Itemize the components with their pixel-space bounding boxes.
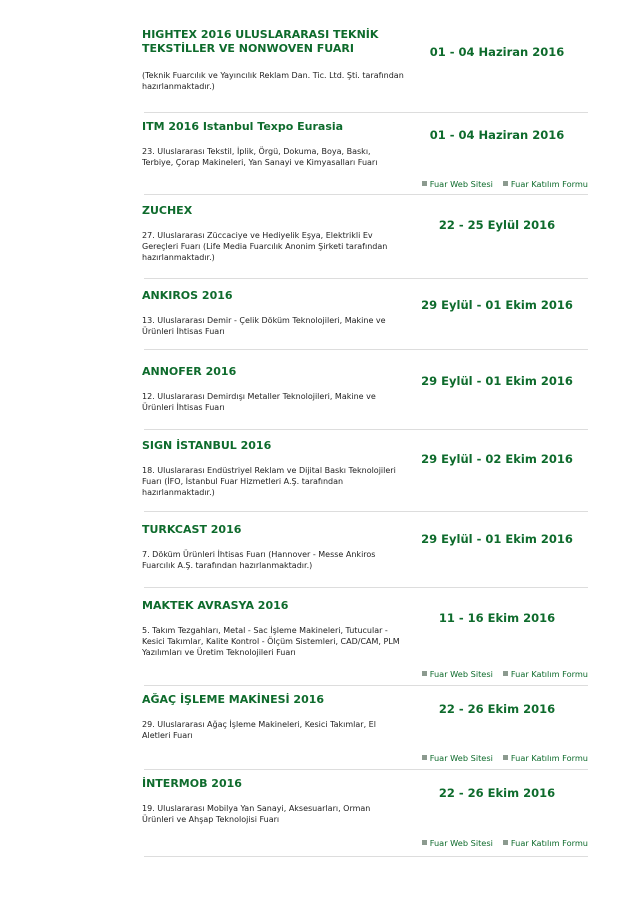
row-divider	[144, 194, 588, 195]
fair-registration-form-label: Fuar Katılım Formu	[510, 753, 588, 763]
event-description: 5. Takım Tezgahları, Metal - Sac İşleme Makineleri, Tutucular - Kesici Takımlar, Kalite Kontrol - Ölçüm Sistemleri, CAD/CAM, PLM Yazılımları ve Üretim Teknolojileri Fuarı	[142, 626, 400, 657]
row-divider	[144, 349, 588, 350]
event-description: 27. Uluslararası Züccaciye ve Hediyelik Eşya, Elektrikli Ev Gereçleri Fuarı (Life Media Fuarcılık Anonim Şirketi tarafından hazırlanmaktadır.)	[142, 231, 388, 262]
event-description: 12. Uluslararası Demirdışı Metaller Teknolojileri, Makine ve Ürünleri İhtisas Fuarı	[142, 392, 376, 412]
fair-website-link[interactable]	[422, 838, 493, 848]
event-date: 11 - 16 Ekim 2016	[438, 611, 556, 625]
event-title: AĞAÇ İŞLEME MAKİNESİ 2016	[142, 693, 325, 706]
fair-website-label: Fuar Web Sitesi	[429, 179, 493, 189]
fair-registration-form-label: Fuar Katılım Formu	[510, 669, 588, 679]
row-divider	[144, 112, 588, 113]
event-description: 29. Uluslararası Ağaç İşleme Makineleri, Kesici Takımlar, El Aletleri Fuarı	[142, 720, 376, 740]
square-bullet-icon	[422, 181, 427, 186]
row-divider	[144, 587, 588, 588]
fair-website-label: Fuar Web Sitesi	[429, 838, 493, 848]
event-title: ITM 2016 Istanbul Texpo Eurasia	[142, 120, 344, 133]
fair-registration-form-label: Fuar Katılım Formu	[510, 179, 588, 189]
square-bullet-icon	[422, 840, 427, 845]
event-title: MAKTEK AVRASYA 2016	[142, 599, 289, 612]
event-description: 19. Uluslararası Mobilya Yan Sanayi, Aksesuarları, Orman Ürünleri ve Ahşap Teknolojisi Fuarı	[142, 804, 371, 824]
row-divider	[144, 769, 588, 770]
square-bullet-icon	[503, 755, 508, 760]
event-title: TURKCAST 2016	[142, 523, 242, 536]
event-title: ZUCHEX	[142, 204, 193, 217]
event-links	[412, 179, 588, 190]
row-divider	[144, 429, 588, 430]
event-links	[412, 753, 588, 764]
event-date: 22 - 26 Ekim 2016	[438, 786, 556, 800]
square-bullet-icon	[503, 671, 508, 676]
fair-website-label: Fuar Web Sitesi	[429, 753, 493, 763]
row-divider	[144, 685, 588, 686]
square-bullet-icon	[422, 755, 427, 760]
event-description: 7. Döküm Ürünleri İhtisas Fuarı (Hannover - Messe Ankiros Fuarcılık A.Ş. tarafından hazırlanmaktadır.)	[142, 550, 376, 570]
square-bullet-icon	[503, 840, 508, 845]
event-title: HIGHTEX 2016 ULUSLARARASI TEKNİK TEKSTİLLER VE NONWOVEN FUARI	[142, 28, 379, 55]
event-description: 18. Uluslararası Endüstriyel Reklam ve Dijital Baskı Teknolojileri Fuarı (İFO, İstanbul Fuar Hizmetleri A.Ş. tarafından hazırlanmaktadır.)	[142, 466, 396, 497]
fair-registration-form-link[interactable]	[503, 838, 588, 848]
row-divider	[144, 511, 588, 512]
event-description: 23. Uluslararası Tekstil, İplik, Örgü, Dokuma, Boya, Baskı, Terbiye, Çorap Makineleri, Yan Sanayi ve Kimyasalları Fuarı	[142, 147, 378, 167]
event-title: İNTERMOB 2016	[142, 777, 242, 790]
event-description: (Teknik Fuarcılık ve Yayıncılık Reklam Dan. Tic. Ltd. Şti. tarafından hazırlanmaktadır.)	[142, 71, 404, 91]
event-links	[412, 838, 588, 849]
fair-website-link[interactable]	[422, 669, 493, 679]
event-date: 22 - 25 Eylül 2016	[438, 218, 556, 232]
event-date: 01 - 04 Haziran 2016	[429, 45, 565, 59]
event-date: 22 - 26 Ekim 2016	[438, 702, 556, 716]
event-date: 01 - 04 Haziran 2016	[429, 128, 565, 142]
row-divider	[144, 856, 588, 857]
event-title: ANNOFER 2016	[142, 365, 237, 378]
fair-website-link[interactable]	[422, 179, 493, 189]
square-bullet-icon	[422, 671, 427, 676]
event-description: 13. Uluslararası Demir - Çelik Döküm Teknolojileri, Makine ve Ürünleri İhtisas Fuarı	[142, 316, 386, 336]
event-title: ANKIROS 2016	[142, 289, 233, 302]
row-divider	[144, 278, 588, 279]
fair-registration-form-link[interactable]	[503, 669, 588, 679]
event-title: SIGN İSTANBUL 2016	[142, 439, 272, 452]
event-date: 29 Eylül - 01 Ekim 2016	[421, 374, 573, 388]
fair-registration-form-link[interactable]	[503, 753, 588, 763]
event-date: 29 Eylül - 01 Ekim 2016	[421, 298, 573, 312]
fair-registration-form-link[interactable]	[503, 179, 588, 189]
event-links	[412, 669, 588, 680]
event-date: 29 Eylül - 01 Ekim 2016	[421, 532, 573, 546]
square-bullet-icon	[503, 181, 508, 186]
event-date: 29 Eylül - 02 Ekim 2016	[421, 452, 573, 466]
fair-registration-form-label: Fuar Katılım Formu	[510, 838, 588, 848]
fair-website-link[interactable]	[422, 753, 493, 763]
fair-website-label: Fuar Web Sitesi	[429, 669, 493, 679]
